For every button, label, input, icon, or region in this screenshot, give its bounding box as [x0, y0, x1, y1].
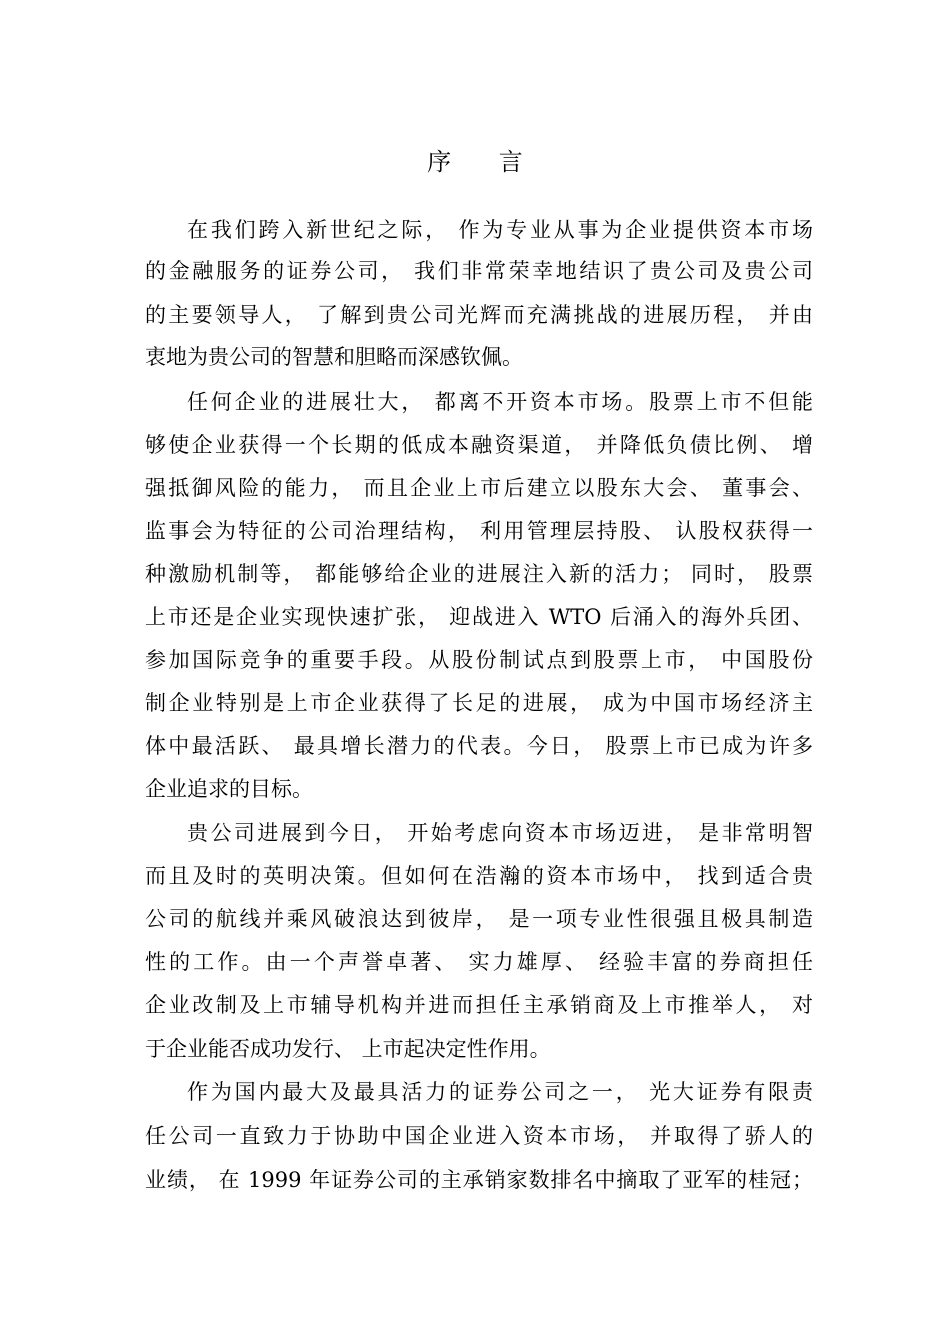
paragraph-3-line-6: 于企业能否成功发行、 上市起决定性作用。 — [145, 1037, 551, 1061]
paragraph-3-line-3: 公司的航线并乘风破浪达到彼岸， 是一项专业性很强且极具制造 — [145, 907, 813, 931]
paragraph-4-line-3: 业绩， 在 1999 年证券公司的主承销家数排名中摘取了亚军的桂冠； — [145, 1168, 813, 1192]
paragraph-2-line-3: 强抵御风险的能力， 而且企业上市后建立以股东大会、 董事会、 — [145, 476, 813, 500]
paragraph-3-line-1: 贵公司进展到今日， 开始考虑向资本市场迈进， 是非常明智 — [187, 821, 813, 845]
paragraph-1-line-3: 的主要领导人， 了解到贵公司光辉而充满挑战的进展历程， 并由 — [145, 303, 813, 327]
paragraph-1-line-2: 的金融服务的证券公司， 我们非常荣幸地结识了贵公司及贵公司 — [145, 259, 813, 283]
paragraph-2-line-9: 体中最活跃、 最具增长潜力的代表。今日， 股票上市已成为许多 — [145, 734, 813, 758]
paragraph-2-line-1: 任何企业的进展壮大， 都离不开资本市场。股票上市不但能 — [187, 390, 813, 414]
paragraph-3-line-5: 企业改制及上市辅导机构并进而担任主承销商及上市推举人， 对 — [145, 993, 813, 1017]
paragraph-2-line-2: 够使企业获得一个长期的低成本融资渠道， 并降低负债比例、 增 — [145, 433, 813, 457]
paragraph-2-line-4: 监事会为特征的公司治理结构， 利用管理层持股、 认股权获得一 — [145, 519, 813, 543]
document-title: 序 言 — [427, 148, 543, 176]
paragraph-2-line-10: 企业追求的目标。 — [145, 777, 313, 801]
paragraph-2-line-8: 制企业特别是上市企业获得了长足的进展， 成为中国市场经济主 — [145, 691, 813, 715]
paragraph-4-line-2: 任公司一直致力于协助中国企业进入资本市场， 并取得了骄人的 — [145, 1124, 813, 1148]
paragraph-1-line-4: 衷地为贵公司的智慧和胆略而深感钦佩。 — [145, 345, 523, 369]
paragraph-4-line-1: 作为国内最大及最具活力的证券公司之一， 光大证券有限责 — [187, 1080, 813, 1104]
paragraph-2-line-5: 种激励机制等， 都能够给企业的进展注入新的活力； 同时， 股票 — [145, 562, 813, 586]
paragraph-2-line-6: 上市还是企业实现快速扩张， 迎战进入 WTO 后涌入的海外兵团、 — [145, 605, 813, 629]
paragraph-2-line-7: 参加国际竞争的重要手段。从股份制试点到股票上市， 中国股份 — [145, 648, 813, 672]
paragraph-3-line-4: 性的工作。由一个声誉卓著、 实力雄厚、 经验丰富的券商担任 — [145, 950, 813, 974]
paragraph-3-line-2: 而且及时的英明决策。但如何在浩瀚的资本市场中， 找到适合贵 — [145, 864, 813, 888]
paragraph-1-line-1: 在我们跨入新世纪之际， 作为专业从事为企业提供资本市场 — [187, 218, 813, 242]
